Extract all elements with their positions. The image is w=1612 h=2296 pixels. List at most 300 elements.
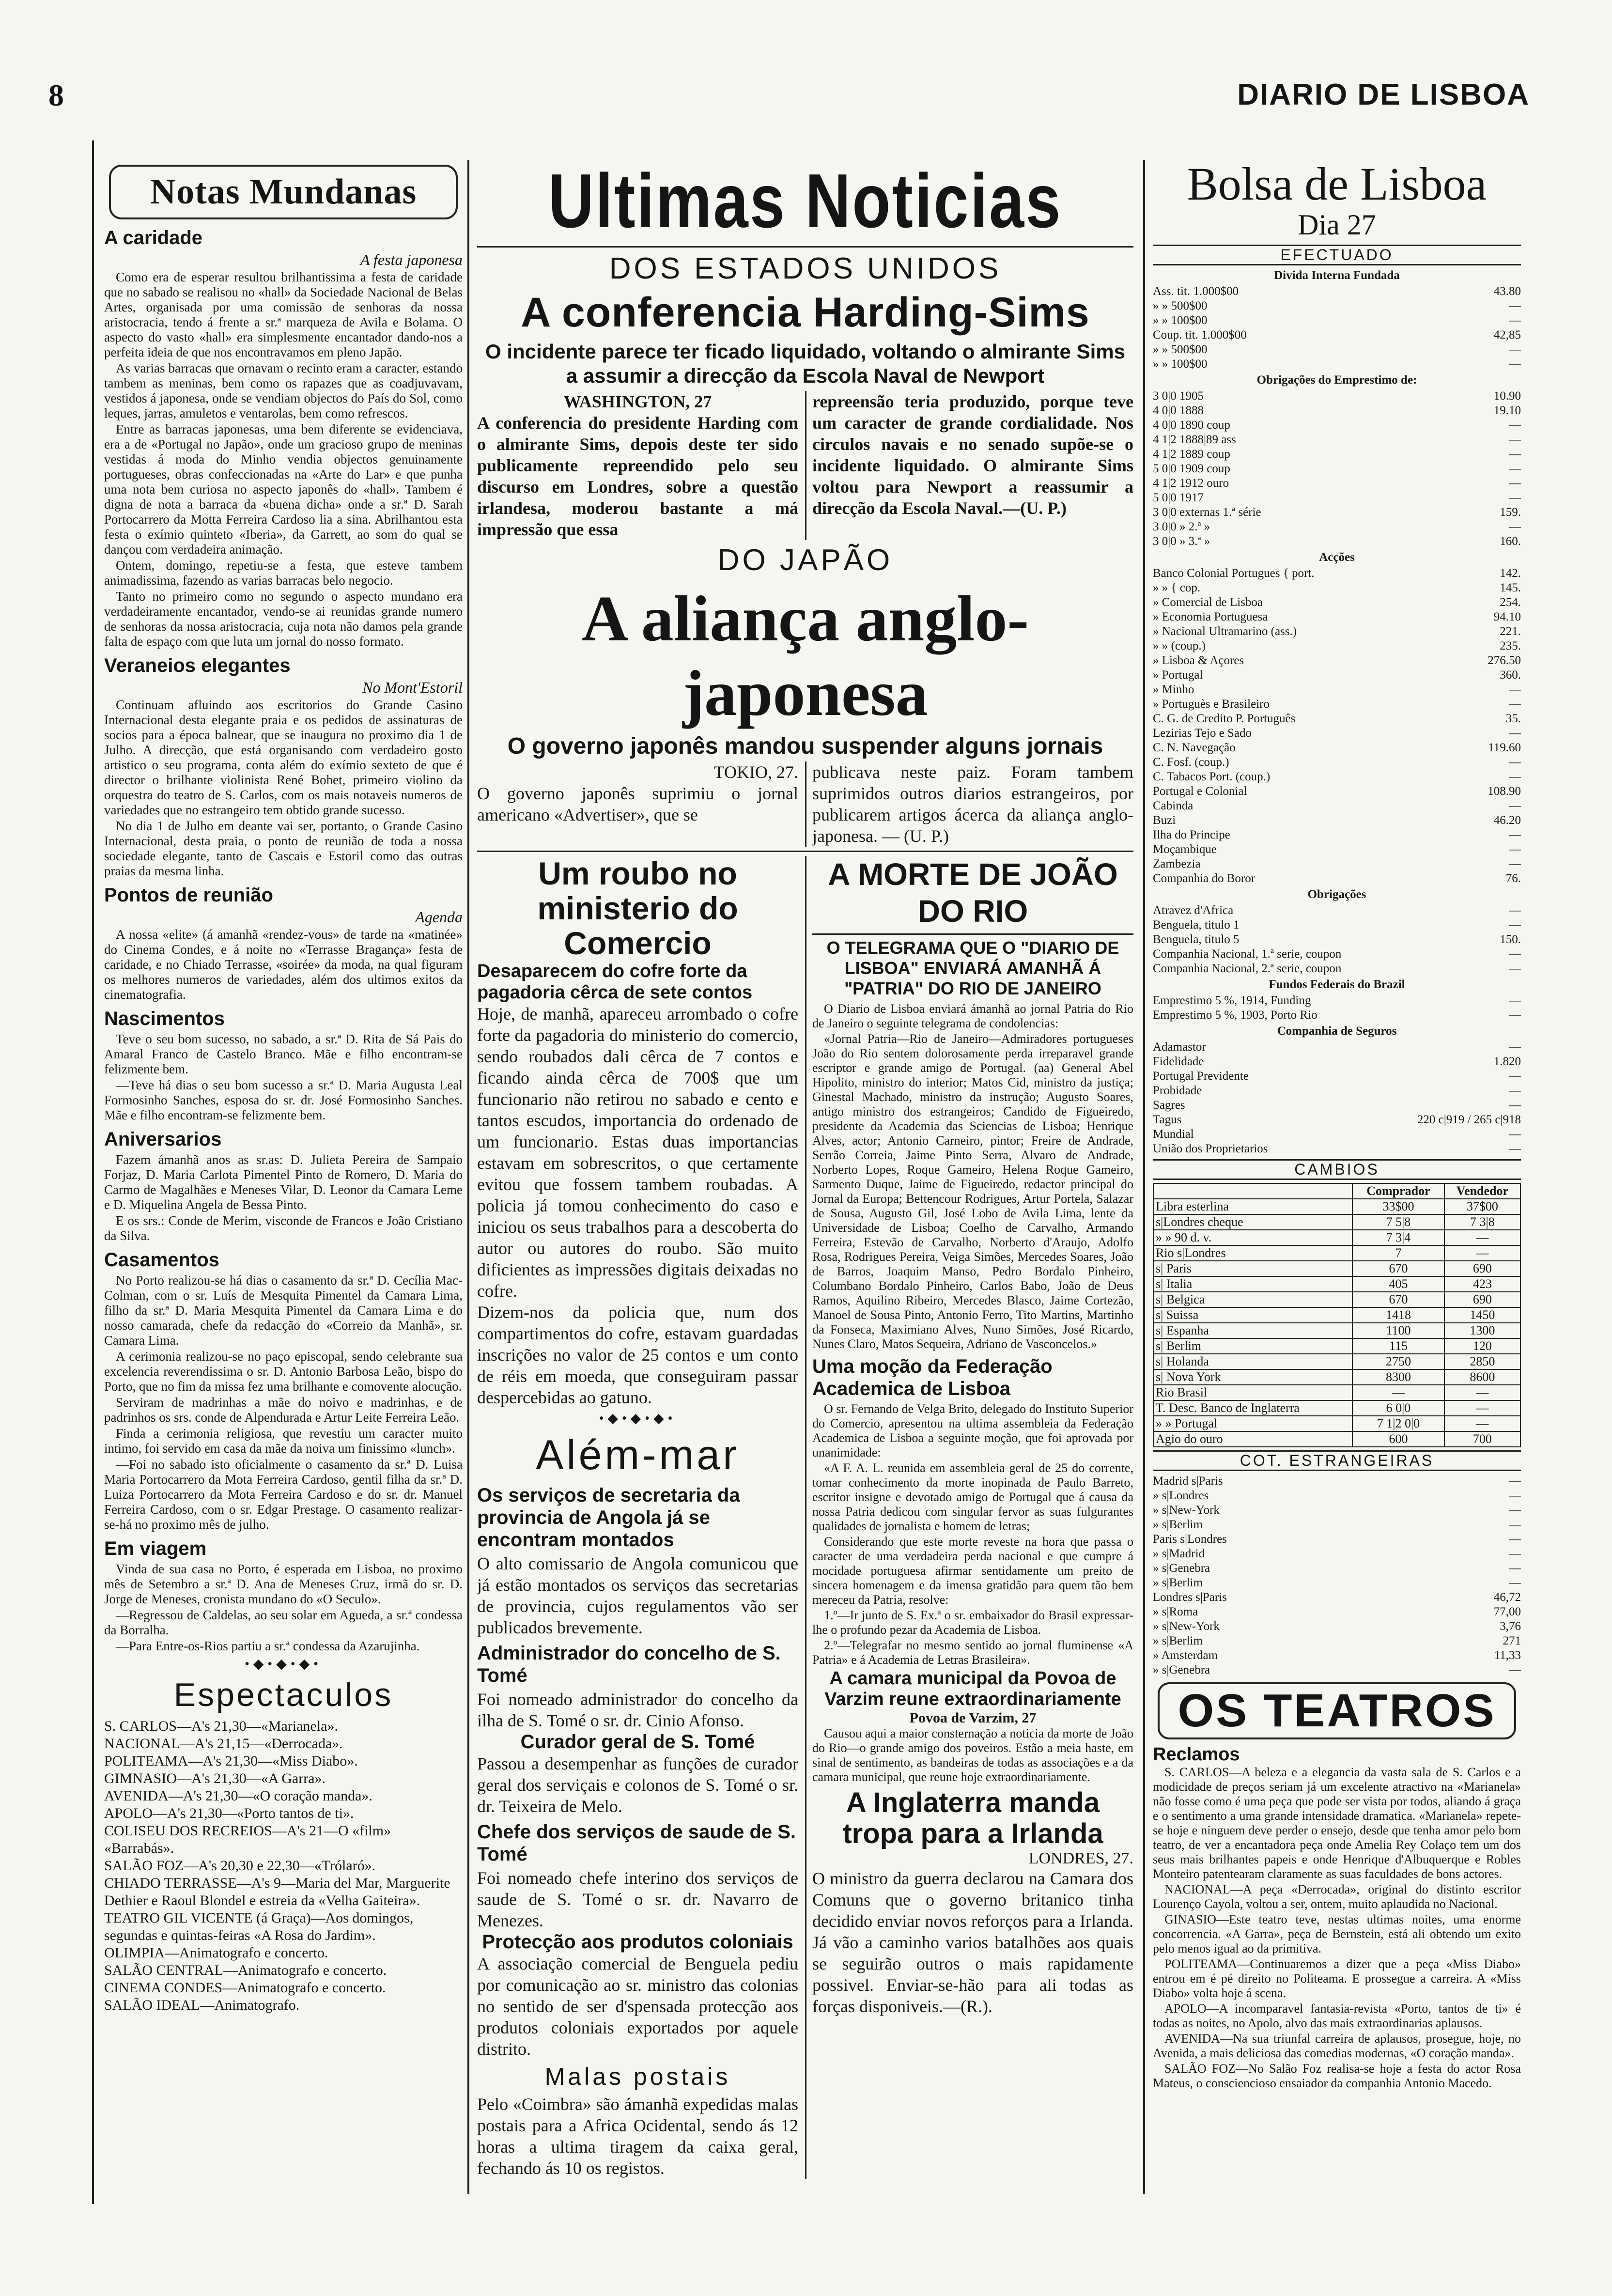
paragraph: AVENIDA—Na sua triunfal carreira de aplausos, prosegue, hoje, no Avenida, a mais deliciosa das comedias modernas, «O coração manda».	[1153, 2032, 1521, 2060]
table-header	[1153, 1183, 1520, 1199]
show-item: APOLO—A's 21,30—«Porto tantos de ti».	[104, 1805, 354, 1821]
stock-value: 94.10	[1493, 610, 1521, 623]
stock-value: 150.	[1500, 933, 1521, 946]
table-row	[1153, 1292, 1520, 1307]
paragraph: repreensão teria produzido, porque teve um caracter de grande cordialidade. Nos circulos navais e no senado supõe-se o incidente liquidado. O almirante Sims voltou para Newport a reassumir a direcção da Escola Naval.—(U. P.)	[805, 391, 1133, 540]
stock-value: —	[1509, 343, 1521, 356]
divider	[477, 851, 1133, 852]
table-cell: 600	[1352, 1431, 1444, 1447]
stock-value: —	[1509, 1128, 1521, 1141]
table-row	[1153, 1214, 1520, 1230]
stock-name: Mundial	[1153, 1128, 1194, 1141]
stock-row	[1153, 505, 1521, 520]
table-cell: —	[1444, 1245, 1520, 1261]
stock-name: 5 0|0 1909 coup	[1153, 462, 1230, 475]
paragraph: Teve o seu bom sucesso, no sabado, a sr.ª D. Rita de Sá Pais do Amaral Franco de Castelo Branco. Mãe e filho encontram-se felizmente bem.	[104, 1032, 463, 1076]
subheadline-roubo: Desaparecem do cofre forte da pagadoria cêrca de sete contos	[477, 961, 753, 1003]
stock-row	[1153, 683, 1521, 697]
stock-value: —	[1509, 448, 1521, 461]
paragraph: Causou aqui a maior consternação a noticia da morte de João do Rio—o grande amigo dos poveiros. Estão a meia haste, em sinal de sentimento, as bandeiras de todas as associações e a da camara municipal, que reune hoje extraordinariamente.	[812, 1726, 1133, 1784]
cot-row	[1153, 1576, 1521, 1590]
dateline: LONDRES, 27.	[1028, 1849, 1133, 1867]
stock-row	[1153, 581, 1521, 595]
stock-value: —	[1509, 1040, 1521, 1054]
efectuado-heading: EFECTUADO	[1153, 245, 1521, 265]
paragraph: O Diario de Lisboa enviará ámanhã ao jornal Patria do Rio de Janeiro o seguinte telegrama de condolencias:	[812, 1002, 1133, 1030]
table-row	[1153, 1338, 1520, 1354]
stock-value: —	[1509, 433, 1521, 446]
show-item: S. CARLOS—A's 21,30—«Marianela».	[104, 1718, 338, 1734]
table-cell: » » Portugal	[1153, 1416, 1352, 1431]
stock-name: Coup. tit. 1.000$00	[1153, 328, 1247, 341]
paragraph: Pelo «Coimbra» são ámanhã expedidas malas postais para a Africa Ocidental, sendo ás 12 horas a ultima tiragem da caixa geral, fechando ás 10 os registos.	[477, 2094, 798, 2178]
stock-name: Benguela, titulo 5	[1153, 933, 1240, 946]
stock-value: —	[1509, 1008, 1521, 1022]
stock-name: Tagus	[1153, 1113, 1182, 1126]
stock-row	[1153, 418, 1521, 433]
divider	[477, 246, 1133, 248]
section-subheading: Agenda	[415, 908, 463, 926]
stock-value: —	[1509, 683, 1521, 696]
stock-row	[1153, 476, 1521, 491]
stock-value: 19.10	[1493, 404, 1521, 417]
article-body	[104, 1032, 463, 1123]
cot-name: » s|Berlim	[1153, 1576, 1203, 1589]
stock-row	[1153, 1127, 1521, 1142]
article-body	[812, 1002, 1133, 1351]
stock-row	[1153, 813, 1521, 828]
newspaper-name: DIARIO DE LISBOA	[1237, 78, 1530, 111]
stock-value: —	[1509, 1099, 1521, 1112]
stock-name: Fidelidade	[1153, 1055, 1204, 1068]
cot-value: 77,00	[1493, 1605, 1521, 1618]
headline-morte-joao-do-rio: A MORTE DE JOÃO DO RIO	[812, 856, 1133, 935]
table-cell: 2850	[1444, 1354, 1520, 1369]
masthead-ultimas-noticias: Ultimas Noticias	[548, 160, 1062, 244]
cot-row	[1153, 1561, 1521, 1576]
table-cell: 2750	[1352, 1354, 1444, 1369]
section-heading: Nascimentos	[104, 1008, 225, 1029]
column-header	[1153, 1183, 1352, 1199]
stock-row	[1153, 328, 1521, 342]
paragraph: A cerimonia realizou-se no paço episcopal, sendo celebrante sua excelencia reverendissima o sr. D. Antonio Barbosa Leão, bispo do Porto, que no fim da missa fez uma brilhante e comovente alocução.	[104, 1349, 463, 1394]
stock-name: União dos Proprietarios	[1153, 1142, 1268, 1155]
section-heading: Casamentos	[104, 1249, 219, 1271]
stock-row	[1153, 1084, 1521, 1098]
stock-row	[1153, 1142, 1521, 1156]
stock-value: 35.	[1505, 712, 1521, 725]
stock-name: Adamastor	[1153, 1040, 1206, 1054]
table-cell: 1300	[1444, 1323, 1520, 1338]
article-body	[104, 1562, 463, 1654]
paragraph: Vinda de sua casa no Porto, é esperada em Lisboa, no proximo mês de Setembro a sr.ª D. Ana de Meneses Cruz, irmã do sr. D. Jorge de Meneses, cronista mundano do «O Seculo».	[104, 1562, 463, 1606]
article-left	[477, 761, 798, 847]
show-item: CINEMA CONDES—Animatografo e concerto.	[104, 1980, 386, 1996]
section-heading: Aniversarios	[104, 1129, 222, 1150]
stock-row	[1153, 284, 1521, 299]
stock-name: » » (coup.)	[1153, 639, 1206, 652]
table-cell: 7 1|2 0|0	[1352, 1416, 1444, 1431]
stock-row	[1153, 1098, 1521, 1113]
table-cell: 8600	[1444, 1369, 1520, 1385]
stock-name: Zambezia	[1153, 857, 1201, 870]
table-cell: 115	[1352, 1338, 1444, 1354]
section-heading: Em viagem	[104, 1538, 207, 1559]
stock-name: » Minho	[1153, 683, 1194, 696]
ornament-divider: •◆•◆•◆•	[245, 1657, 322, 1672]
table-row	[1153, 1369, 1520, 1385]
stock-value: —	[1509, 698, 1521, 711]
stock-name: 4 0|0 1890 coup	[1153, 419, 1230, 432]
stock-value: 76.	[1505, 872, 1521, 885]
stock-row	[1153, 624, 1521, 639]
stock-value: —	[1509, 491, 1521, 504]
stock-row	[1153, 491, 1521, 505]
paragraph: S. CARLOS—A beleza e a elegancia da vasta sala de S. Carlos e a modicidade de preços seriam já um excelente atractivo na «Marianela» não fosse como é uma peça que pode ser vista por todos, aliando á graça e o sentimento a uma grande intensidade dramatica. «Marianela» repete-se hoje e ninguem deve perder o ensejo, desde que tenha amor pelo bom teatro, de ver a encantadora peça onde Amelia Rey Colaço tem um dos seus mais brilhantes papeis e onde Henrique d'Albuquerque e Robles Monteiro patentearam claramente as suas faculdades de bons actores.	[1153, 1765, 1521, 1881]
cot-value: 11,33	[1494, 1649, 1521, 1662]
cot-estrangeiras-heading: COT. ESTRANGEIRAS	[1153, 1450, 1521, 1471]
cot-row	[1153, 1518, 1521, 1532]
headline-angola: Os serviços de secretaria da provincia de Angola já se encontram montados	[477, 1485, 740, 1551]
stock-name: Banco Colonial Portugues { port.	[1153, 567, 1315, 580]
table-cell: —	[1444, 1400, 1520, 1416]
stock-value: 235.	[1500, 639, 1521, 652]
paragraph: Considerando que este morte reveste na hora que passa o caracter de uma verdadeira perda nacional e que cumpre á mocidade portuguesa afirmar sentidamente um preito de sincera homenagem e da imensa gratidão para quem tão bem mereceu da Patria, resolve:	[812, 1535, 1133, 1607]
article-body	[104, 698, 463, 879]
table-cell: 7 3|4	[1352, 1230, 1444, 1245]
table-cell: Rio Brasil	[1153, 1385, 1352, 1400]
table-cell: s| Italia	[1153, 1276, 1352, 1292]
cot-row	[1153, 1590, 1521, 1605]
table-row	[1153, 1245, 1520, 1261]
stock-value: —	[1509, 904, 1521, 917]
show-item: OLIMPIA—Animatografo e concerto.	[104, 1945, 328, 1961]
table-row	[1153, 1199, 1520, 1214]
stock-name: Companhia Nacional, 2.ª serie, coupon	[1153, 962, 1342, 975]
cot-row	[1153, 1648, 1521, 1663]
table-cell: Libra esterlina	[1153, 1199, 1352, 1214]
stocks-list	[1153, 268, 1521, 1156]
stock-value: 119.60	[1488, 741, 1521, 754]
table-body	[1153, 1199, 1520, 1447]
stock-value: 159.	[1500, 506, 1521, 519]
cot-name: » s|Genebra	[1153, 1562, 1210, 1575]
cot-value: —	[1509, 1547, 1521, 1560]
table-row	[1153, 1354, 1520, 1369]
headline-alianca: A aliança anglo-japonesa	[581, 583, 1029, 729]
table-cell: —	[1444, 1416, 1520, 1431]
cot-name: » s|Berlim	[1153, 1518, 1203, 1531]
cambios-heading: CAMBIOS	[1153, 1159, 1521, 1180]
stock-value: —	[1509, 357, 1521, 371]
stock-name: 4 0|0 1888	[1153, 404, 1204, 417]
stock-name: Probidade	[1153, 1084, 1202, 1097]
paragraph: Hoje, de manhã, apareceu arrombado o cofre forte da pagadoria do ministerio do comercio, sendo roubados dali cêrca de 7 contos e ficando ainda cêrca de 700$ que um funcionario não retirou no sabado e cento e tantos escudos, importancia do ordenado de um funcionario. Estas duas importancias estavam em sobrescritos, o que certamente evitou que fossem tambem roubadas. A policia já tomou conhecimento do caso e iniciou os seus trabalhos para a descoberta do autor ou autores do roubo. São muito dificientes as impressões digitais deixadas no cofre.	[477, 1004, 798, 1301]
show-item: CHIADO TERRASSE—A's 9—Maria del Mar, Marguerite Dethier e Raoul Blondel e estreia da «Velha Gaiteira».	[104, 1875, 450, 1908]
stock-name: » » 100$00	[1153, 357, 1208, 371]
stock-name: Companhia Nacional, 1.ª serie, coupon	[1153, 947, 1342, 961]
stock-value: 108.90	[1488, 785, 1521, 798]
paragraph: 2.º—Telegrafar no mesmo sentido ao jornal fluminense «A Patria» e á Academia de Letras Brasileira».	[812, 1638, 1133, 1667]
table-cell: 423	[1444, 1276, 1520, 1292]
article-harding-sims	[477, 391, 1133, 540]
bolsa-title: Bolsa de Lisboa	[1187, 160, 1487, 210]
stock-row	[1153, 1113, 1521, 1127]
paragraph: Continuam afluindo aos escritorios do Grande Casino Internacional desta elegante praia e os pedidos de assinaturas de socios para a época balnear, que se inaugura no proximo dia 1 de Julho. A direcção, que está organisando com verdadeiro gosto artistico o seu programa, conta além do exímio sexteto de que é director o brilhante violinista René Bohet, primeiro violino da orquestra do teatro de S. Carlos, com os mais notaveis numeros de variedades que no estrangeiro tem obtido grande sucesso.	[104, 698, 463, 817]
cot-row	[1153, 1663, 1521, 1677]
cambios-table	[1153, 1183, 1521, 1447]
paragraph: O governo japonês suprimiu o jornal americano «Advertiser», que se	[477, 784, 798, 824]
stock-row	[1153, 653, 1521, 668]
stock-name: Buzi	[1153, 814, 1176, 827]
table-cell: 690	[1444, 1292, 1520, 1307]
stock-name: C. G. de Credito P. Português	[1153, 712, 1296, 725]
stock-row	[1153, 534, 1521, 549]
stock-row	[1153, 566, 1521, 581]
stock-value: —	[1509, 843, 1521, 856]
article-body	[104, 927, 463, 1002]
cot-value: —	[1509, 1474, 1521, 1488]
paragraph: 1.º—Ir junto de S. Ex.ª o sr. embaixador do Brasil expressar-lhe o profundo pezar da Academia de Lisboa.	[812, 1608, 1133, 1637]
cot-value: 46,72	[1493, 1591, 1521, 1604]
stock-name: Benguela, titulo 1	[1153, 918, 1240, 931]
paragraph: Dizem-nos da policia que, num dos compartimentos do cofre, estavam guardadas inscrições no valor de 25 contos e um conto de réis em moeda, que conseguiram passar despercebidas ao gatuno.	[477, 1303, 798, 1407]
stock-value: —	[1509, 947, 1521, 961]
table-cell: 8300	[1352, 1369, 1444, 1385]
table-row	[1153, 1400, 1520, 1416]
table-cell: 690	[1444, 1261, 1520, 1276]
stock-value: 1.820	[1493, 1055, 1521, 1068]
article-body	[1153, 1765, 1521, 2091]
lower-right	[805, 856, 1133, 2179]
table-row	[1153, 1307, 1520, 1323]
table-cell: s| Holanda	[1153, 1354, 1352, 1369]
cot-value: —	[1509, 1533, 1521, 1546]
stock-row	[1153, 947, 1521, 962]
stock-name: 4 1|2 1888|89 ass	[1153, 433, 1236, 446]
table-cell: 1450	[1444, 1307, 1520, 1323]
table-row	[1153, 1230, 1520, 1245]
cot-list	[1153, 1474, 1521, 1677]
stock-row	[1153, 342, 1521, 357]
article-alianca	[477, 761, 1133, 847]
lower-left	[477, 856, 798, 2179]
stock-name: » Nacional Ultramarino (ass.)	[1153, 625, 1297, 638]
stock-row	[1153, 1040, 1521, 1055]
ornament-divider: •◆•◆•◆•	[599, 1411, 677, 1426]
stock-name: » Comercial de Lisboa	[1153, 596, 1263, 609]
stock-value: —	[1509, 828, 1521, 841]
stock-name: Emprestimo 5 %, 1903, Porto Rio	[1153, 1008, 1318, 1022]
section-heading: Veraneios elegantes	[104, 655, 291, 676]
paragraph: A associação comercial de Benguela pediu por comunicação ao sr. ministro das colonias no sentido de ser d'spensada protecção aos produtos coloniais exportados por aquele distrito.	[477, 1954, 798, 2059]
heading-alem-mar: Além-mar	[536, 1432, 740, 1478]
show-item: AVENIDA—A's 21,30—«O coração manda».	[104, 1788, 372, 1804]
stock-row	[1153, 918, 1521, 932]
table-cell: s| Berlim	[1153, 1338, 1352, 1354]
stock-value: —	[1509, 918, 1521, 931]
cot-row	[1153, 1605, 1521, 1619]
stock-value: —	[1509, 962, 1521, 975]
table-cell: 120	[1444, 1338, 1520, 1354]
show-item: TEATRO GIL VICENTE (á Graça)—Aos domingos, segundas e quintas-feiras «A Rosa do Jardim».	[104, 1910, 414, 1943]
show-item: GIMNASIO—A's 21,30—«A Garra».	[104, 1770, 326, 1786]
stock-value: —	[1509, 314, 1521, 327]
stock-group-heading: Acções	[1319, 551, 1355, 564]
stock-value: —	[1509, 994, 1521, 1007]
paragraph: APOLO—A incomparavel fantasia-revista «Porto, tantos de ti» é todas as noites, no Apolo, alvo das mais extraordinarias aplausos.	[1153, 2001, 1521, 2030]
stock-value: —	[1509, 299, 1521, 312]
stock-group-heading: Obrigações	[1307, 888, 1366, 901]
stock-row	[1153, 1055, 1521, 1069]
paragraph: Foi nomeado chefe interino dos serviços de saude de S. Tomé o sr. dr. Navarro de Menezes.	[477, 1868, 798, 1930]
kicker-japao: DO JAPÃO	[717, 543, 893, 577]
section-subheading: No Mont'Estoril	[362, 679, 463, 696]
stock-value: —	[1509, 1142, 1521, 1155]
stock-value: 221.	[1500, 625, 1521, 638]
table-cell: —	[1444, 1385, 1520, 1400]
paragraph: Ontem, domingo, repetiu-se a festa, que esteve tambem animadissima, fazendo as varias barracas belo negocio.	[104, 558, 463, 588]
paragraph: O ministro da guerra declarou na Camara dos Comuns que o governo britanico tinha decidido enviar novos reforços para a Irlanda. Já vão a caminho varios batalhões aos quais se seguirão outros o mais rapidamente possivel. Enviar-se-hão para ali todas as forças disponiveis.—(R.).	[812, 1869, 1133, 2016]
section-heading: Pontos de reunião	[104, 884, 273, 906]
dateline: WASHINGTON, 27	[563, 392, 712, 411]
stock-value: —	[1509, 727, 1521, 740]
table-cell: —	[1352, 1385, 1444, 1400]
cot-row	[1153, 1619, 1521, 1634]
stock-row	[1153, 403, 1521, 418]
table-row	[1153, 1385, 1520, 1400]
stock-name: Cabinda	[1153, 799, 1194, 812]
cot-name: » s|Roma	[1153, 1605, 1198, 1618]
espectaculos-heading: Espectaculos	[173, 1676, 393, 1713]
stock-name: » » 500$00	[1153, 343, 1208, 356]
stock-value: 145.	[1500, 581, 1521, 594]
table-cell: 670	[1352, 1292, 1444, 1307]
cot-row	[1153, 1489, 1521, 1503]
headline-inglaterra: A Inglaterra manda tropa para a Irlanda	[842, 1787, 1103, 1849]
stock-value: —	[1509, 477, 1521, 490]
paragraph: SALÃO FOZ—No Salão Foz realisa-se hoje a festa do actor Rosa Mateus, o consciencioso ensaiador da companhia Antonio Macedo.	[1153, 2062, 1521, 2090]
stock-name: 3 0|0 » 3.ª »	[1153, 535, 1210, 548]
stock-row	[1153, 697, 1521, 712]
reclamos-heading: Reclamos	[1153, 1744, 1240, 1765]
table-cell: s| Nova York	[1153, 1369, 1352, 1385]
cot-value: —	[1509, 1562, 1521, 1575]
table-cell: » » 90 d. v.	[1153, 1230, 1352, 1245]
stock-row	[1153, 610, 1521, 624]
bolsa-date: Dia 27	[1298, 209, 1376, 241]
stock-name: » » 100$00	[1153, 314, 1208, 327]
dateline: TOKIO, 27.	[713, 762, 798, 782]
cot-name: » s|Londres	[1153, 1489, 1209, 1502]
teatros-title: OS TEATROS	[1158, 1682, 1516, 1739]
cot-value: —	[1509, 1663, 1521, 1676]
cot-name: » s|Berlim	[1153, 1634, 1203, 1647]
stock-row	[1153, 357, 1521, 372]
stock-row	[1153, 712, 1521, 726]
table-cell: s| Paris	[1153, 1261, 1352, 1276]
table-cell: s| Suissa	[1153, 1307, 1352, 1323]
stock-name: 4 1|2 1889 coup	[1153, 448, 1230, 461]
table-cell: 33$00	[1352, 1199, 1444, 1214]
headline-produtos: Protecção aos produtos coloniais	[482, 1931, 793, 1953]
stock-value: 220 c|919 / 265 c|918	[1417, 1113, 1521, 1126]
show-item: SALÃO FOZ—A's 20,30 e 22,30—«Trólaró».	[104, 1858, 376, 1874]
cot-value: —	[1509, 1504, 1521, 1517]
paragraph: Fazem ámanhã anos as sr.as: D. Julieta Pereira de Sampaio Forjaz, D. Maria Carlota Pimentel Pinto de Romero, D. Maria do Carmo de Magalhães e Meneses Vilar, D. Leonor da Camara Leme e D. Miquelina Angela de Bessa Pinto.	[104, 1152, 463, 1212]
column-divider-2	[1143, 160, 1145, 2194]
paragraph: No dia 1 de Julho em deante vai ser, portanto, o Grande Casino Internacional, desta praia, o ponto de reunião de toda a nossa sociedade elegante, tanto de Cascais e Estoril como das outras praias da mesma linha.	[104, 819, 463, 878]
column-header: Vendedor	[1444, 1183, 1520, 1199]
stock-name: 4 1|2 1912 ouro	[1153, 477, 1229, 490]
stock-row	[1153, 313, 1521, 328]
stock-row	[1153, 842, 1521, 857]
stock-row	[1153, 871, 1521, 886]
stock-name: Moçambique	[1153, 843, 1217, 856]
paragraph: Tanto no primeiro como no segundo o aspecto mundano era verdadeiramente encantador, vendo-se ai reunidas grande numero de senhoras da nossa aristocracia, cuja nota não damos pela grande falta de espaço com que luta um jornal do nosso formato.	[104, 589, 463, 649]
cot-name: Londres s|Paris	[1153, 1591, 1227, 1604]
table-row	[1153, 1261, 1520, 1276]
table-cell: 700	[1444, 1431, 1520, 1447]
stock-name: Emprestimo 5 %, 1914, Funding	[1153, 994, 1311, 1007]
stock-name: » Lisboa & Açores	[1153, 654, 1244, 667]
column-notas-mundanas	[104, 160, 463, 2194]
stock-value: 46.20	[1493, 814, 1521, 827]
paragraph: A conferencia do presidente Harding com o almirante Sims, depois deste ter sido publicamente repreendido pelo seu discurso em Londres, sobre a questão irlandesa, moderou bastante a má impressão que essa	[477, 413, 798, 539]
stock-row	[1153, 520, 1521, 534]
headline-roubo: Um roubo no ministerio do Comercio	[537, 855, 738, 961]
cot-row	[1153, 1634, 1521, 1648]
kicker-estados-unidos: DOS ESTADOS UNIDOS	[609, 252, 1002, 285]
column-bolsa	[1153, 160, 1521, 2194]
column-ultimas-noticias	[477, 160, 1133, 2194]
stock-name: » Economia Portuguesa	[1153, 610, 1268, 623]
stock-row	[1153, 799, 1521, 813]
table-cell: Agio do ouro	[1153, 1431, 1352, 1447]
stock-value: 42,85	[1493, 328, 1521, 341]
stock-name: Ilha do Principe	[1153, 828, 1230, 841]
stock-value: —	[1509, 799, 1521, 812]
table-cell: 7	[1352, 1245, 1444, 1261]
stock-value: 43.80	[1493, 285, 1521, 298]
table-cell: Rio s|Londres	[1153, 1245, 1352, 1261]
table-cell: s| Belgica	[1153, 1292, 1352, 1307]
stock-value: 160.	[1500, 535, 1521, 548]
show-item: SALÃO IDEAL—Animatografo.	[104, 1997, 300, 2013]
stock-name: » » { cop.	[1153, 581, 1201, 594]
table-cell: s| Espanha	[1153, 1323, 1352, 1338]
stock-name: Sagres	[1153, 1099, 1185, 1112]
cot-value: 271	[1503, 1634, 1521, 1647]
table-row	[1153, 1276, 1520, 1292]
paragraph: —Regressou de Caldelas, ao seu solar em Agueda, a sr.ª condessa da Borralha.	[104, 1608, 463, 1637]
stock-name: » Portuguès e Brasileiro	[1153, 698, 1270, 711]
stock-row	[1153, 433, 1521, 447]
stock-row	[1153, 595, 1521, 610]
stock-name: 3 0|0 externas 1.ª série	[1153, 506, 1261, 519]
stock-row	[1153, 770, 1521, 784]
cot-name: Madrid s|Paris	[1153, 1474, 1223, 1488]
headline-saude: Chefe dos serviços de saude de S. Tomé	[477, 1821, 796, 1865]
paragraph: —Para Entre-os-Rios partiu a sr.ª condessa da Azarujinha.	[116, 1639, 420, 1653]
cot-name: » Amsterdam	[1153, 1649, 1218, 1662]
lower-columns	[477, 856, 1133, 2179]
paragraph: Entre as barracas japonesas, uma bem diferente se evidenciava, era a de «Portugal no Japão», onde um gracioso grupo de meninas vestidas á moda do Minho vendia objectos genuinamente portugueses, obras confeccionadas na «Arte do Lar» e que punha uma nota bem curiosa no aspecto japonês do «hall». Tambem é digna de nota a barraca da «buena dicha» onde a sr.ª D. Sarah Portocarrero da Motta Ferreira Cardoso lia a sina. Abrilhantou esta festa o exímio quinteto «Iberia», da Garrett, ao som do qual se dançou com verdadeira animação.	[104, 422, 463, 557]
cot-value: —	[1509, 1518, 1521, 1531]
stock-value: —	[1509, 462, 1521, 475]
headline-mocao: Uma moção da Federação Academica de Lisboa	[812, 1356, 1053, 1399]
paragraph: E os srs.: Conde de Merim, visconde de Francos e João Cristiano da Silva.	[104, 1213, 463, 1243]
